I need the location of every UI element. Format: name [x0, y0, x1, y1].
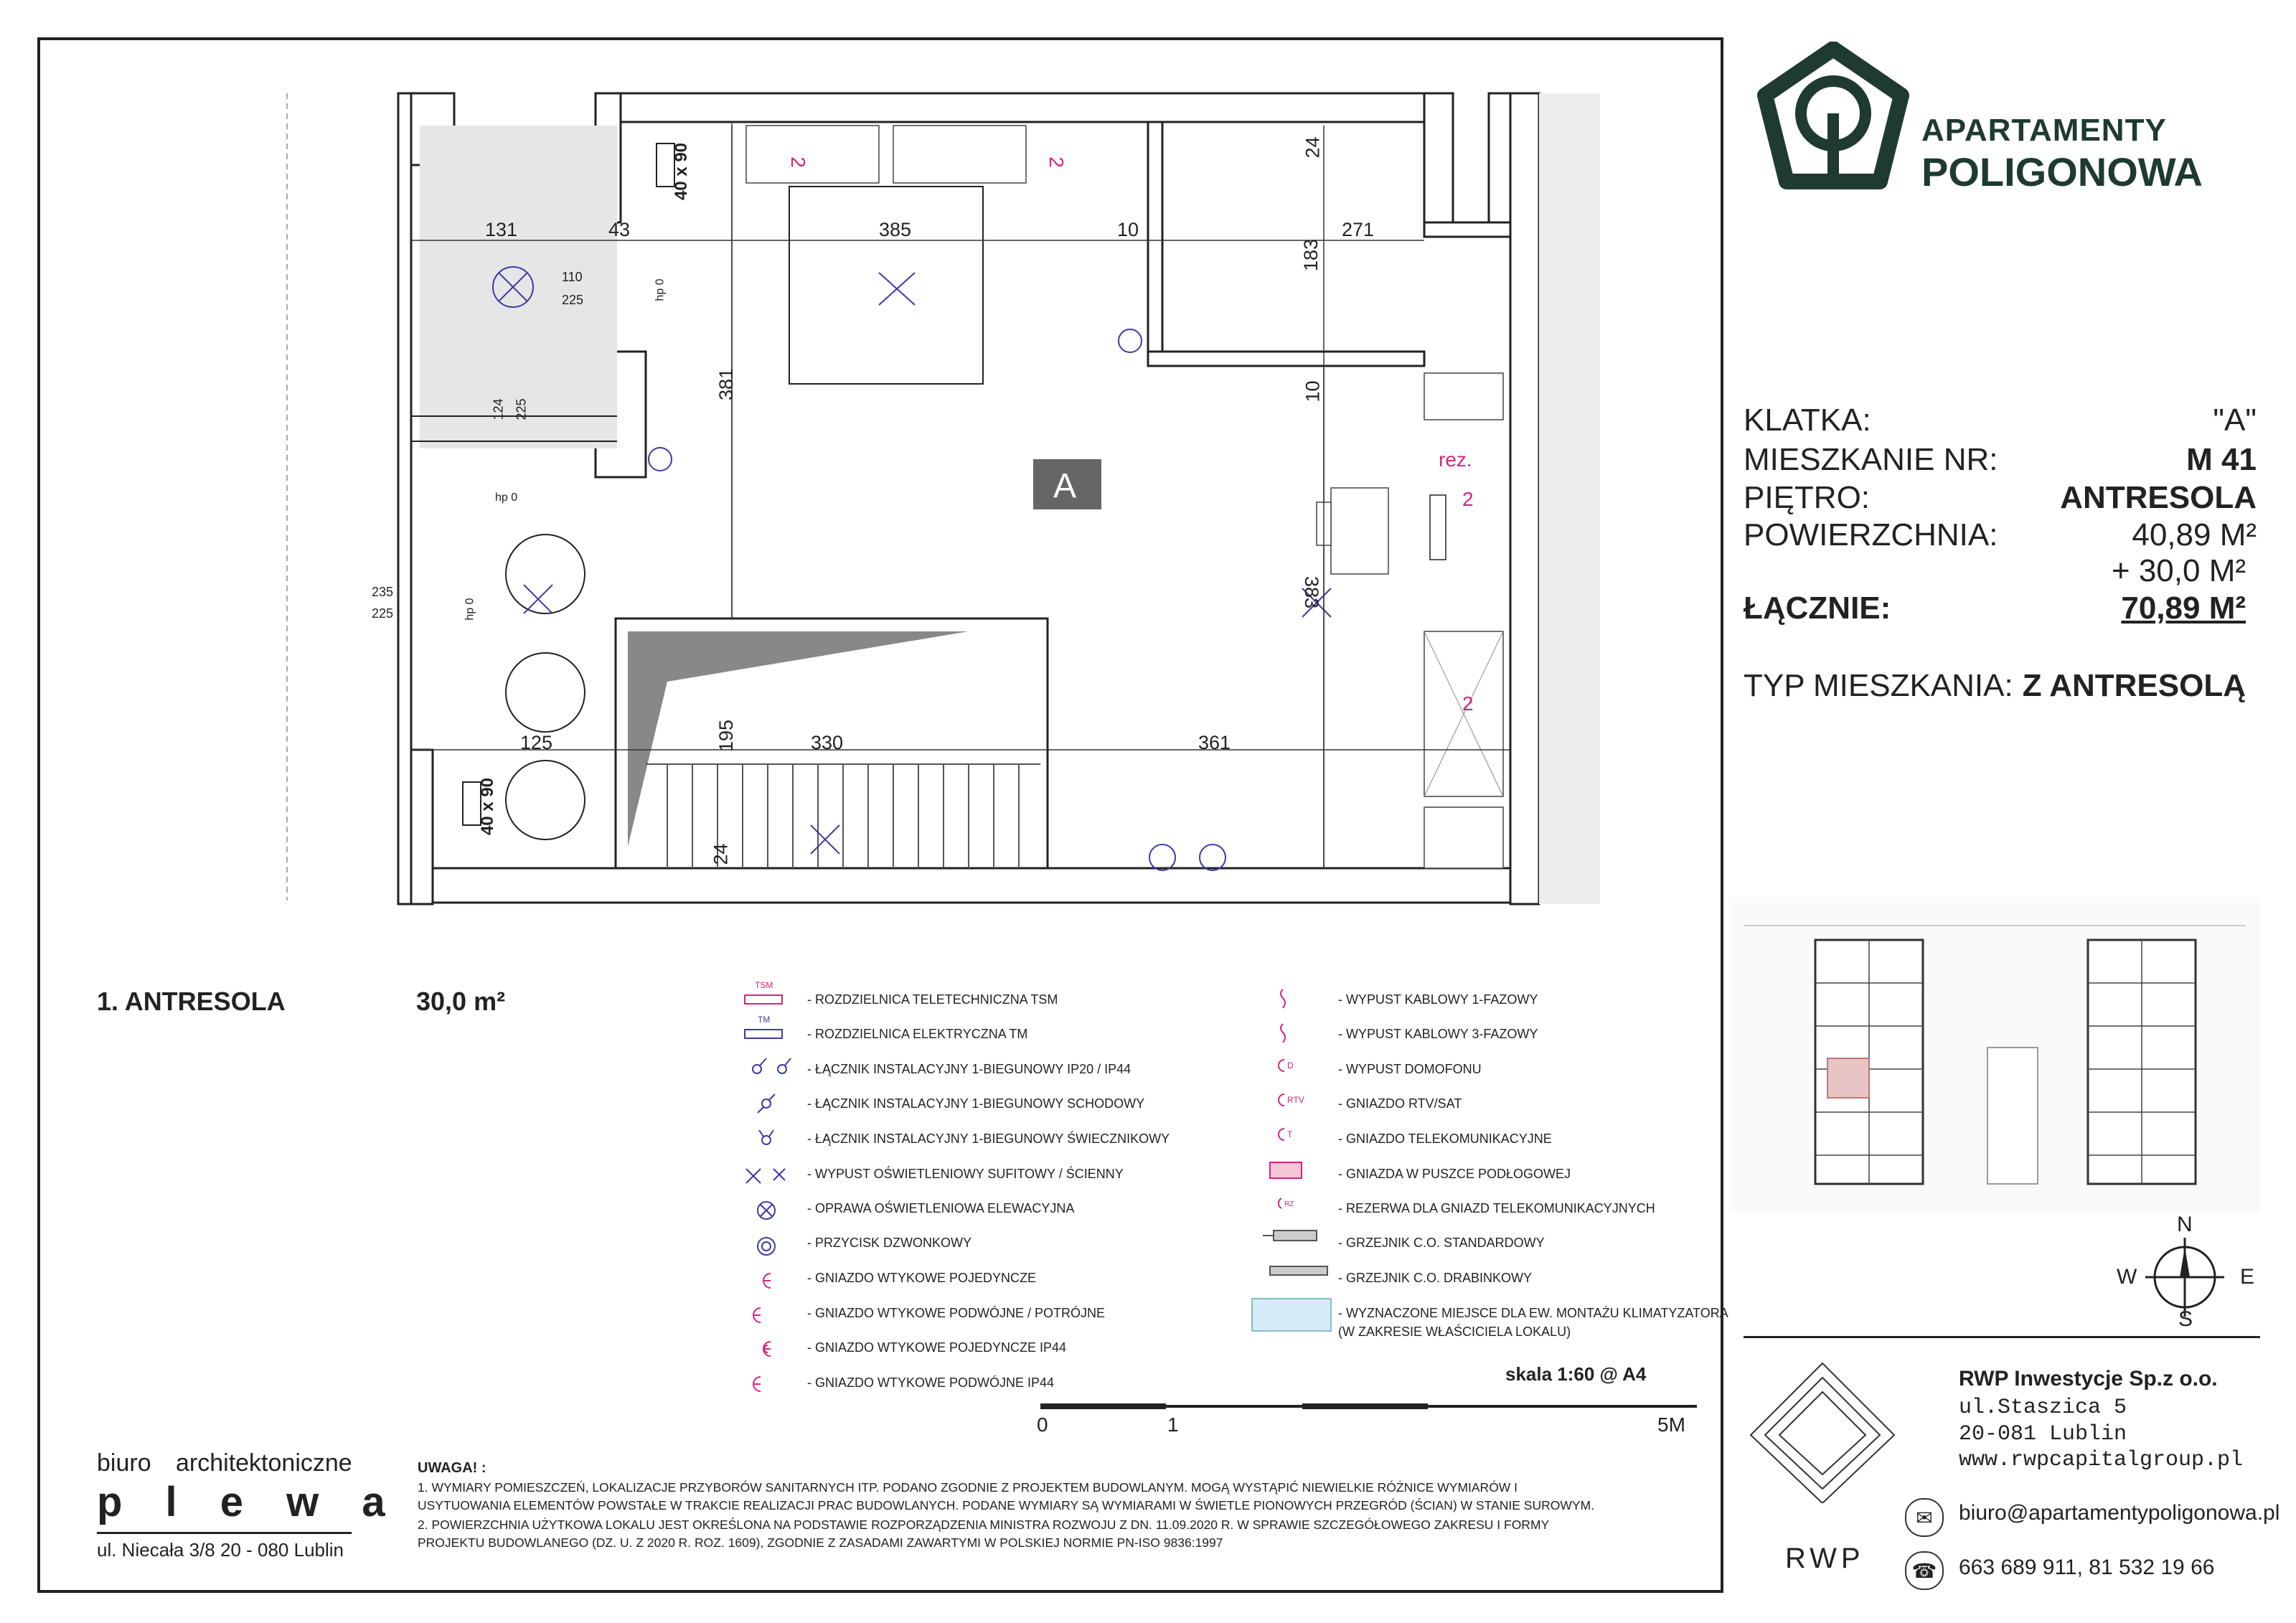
legend-right-icons	[1241, 979, 1335, 1352]
company-street: ul.Staszica 5	[1959, 1396, 2127, 1420]
company-city: 20-081 Lublin	[1959, 1422, 2127, 1446]
notes-line-2: USYTUOWANIA ELEMENTÓW POWSTAŁE W TRAKCIE REALIZACJI PRAC BUDOWLANYCH. PODANE WYMIARY SĄ WYMIARAMI W ŚWIETLE PIONOWYCH PRZEGRÓD (ŚCIAN) W STANIE SUROWYM.	[418, 1498, 1594, 1513]
legend-item: - GNIAZDO TELEKOMUNIKACYJNE	[1338, 1132, 1552, 1146]
reserve-icon	[1279, 1198, 1294, 1208]
svg-text:T: T	[1287, 1129, 1293, 1139]
contact-email[interactable]: biuro@apartamentypoligonowa.pl	[1959, 1501, 2280, 1525]
legend-item: - WYPUST KABLOWY 1-FAZOWY	[1338, 992, 1538, 1007]
rtv-icon	[1279, 1094, 1304, 1106]
office-name-2: architektoniczne	[176, 1449, 352, 1477]
rwp-logo-icon	[1744, 1360, 1901, 1503]
office-address: ul. Niecała 3/8 20 - 080 Lublin	[97, 1539, 344, 1561]
summary-label: 1. ANTRESOLA	[97, 987, 286, 1016]
legend-item: - ROZDZIELNICA ELEKTRYCZNA TM	[807, 1027, 1028, 1041]
room-label: A	[1053, 467, 1077, 505]
phone-icon: ☎	[1905, 1551, 1944, 1590]
ladder-radiator-icon	[1270, 1266, 1327, 1275]
type-label: TYP MIESZKANIA:	[1744, 668, 2013, 703]
dim-383: 383	[1301, 575, 1323, 609]
brand-name-line1: APARTAMENTY	[1921, 113, 2167, 148]
dim-110: 110	[562, 270, 583, 284]
legend-note: (W ZAKRESIE WŁAŚCICIELA LOKALU)	[1338, 1325, 1571, 1339]
legend-item: - WYPUST DOMOFONU	[1338, 1062, 1482, 1076]
dim-381: 381	[715, 367, 738, 401]
legend-item: - GNIAZDO WTYKOWE POJEDYNCZE IP44	[807, 1340, 1067, 1355]
socket-icon: 2	[786, 156, 809, 168]
dim-225b: 225	[514, 398, 529, 420]
legend-item: - GNIAZDO WTYKOWE PODWÓJNE IP44	[807, 1375, 1055, 1390]
notes-line-1: 1. WYMIARY POMIESZCZEŃ, LOKALIZACJE PRZYBORÓW SANITARNYCH ITP. PODANO ZGODNIE Z PROJEKTEM BUDOWLANYM. MOGĄ WYSTĄPIĆ NIEWIELKIE RÓŻNICE WYMIARÓW I	[418, 1480, 1518, 1495]
brand-name-line2: POLIGONOWA	[1921, 149, 2203, 194]
compass-north: N	[2177, 1213, 2193, 1236]
dim-385: 385	[879, 219, 912, 240]
area-label: POWIERZCHNIA:	[1744, 517, 1998, 552]
socket-icon: 2	[1045, 156, 1068, 168]
legend-item: - WYPUST KABLOWY 3-FAZOWY	[1338, 1027, 1538, 1041]
dim-195: 195	[715, 719, 738, 753]
hp-label: hp 0	[654, 278, 667, 301]
area-extra-value: + 30,0 M²	[2111, 553, 2246, 588]
cable-1f-icon	[1281, 989, 1285, 1008]
dim-225a: 225	[562, 293, 584, 307]
total-label: ŁĄCZNIE:	[1744, 591, 1891, 626]
dim-43: 43	[608, 219, 631, 240]
dim-235: 235	[372, 585, 394, 599]
info-area	[1744, 517, 2257, 554]
dim-124: 124	[491, 398, 506, 420]
switch-icon	[753, 1058, 791, 1073]
summary-area: 30,0 m²	[416, 987, 506, 1016]
divider	[1744, 1336, 2260, 1338]
dim-361: 361	[1198, 732, 1231, 753]
tsm-box-icon	[745, 980, 782, 1004]
legend-item: - ŁĄCZNIK INSTALACYJNY 1-BIEGUNOWY ŚWIECZNIKOWY	[807, 1132, 1170, 1146]
company-web: www.rwpcapitalgroup.pl	[1959, 1448, 2244, 1472]
socket-icon: 2	[1462, 488, 1474, 510]
reserve-label: rez.	[1439, 448, 1472, 471]
legend-item: - GRZEJNIK C.O. STANDARDOWY	[1338, 1236, 1545, 1250]
poligonowa-logo-icon	[1754, 42, 1912, 192]
svg-text:D: D	[1287, 1060, 1294, 1071]
chandelier-switch-icon	[759, 1130, 773, 1144]
compass-east: E	[2240, 1265, 2255, 1289]
info-klatka	[1744, 402, 2257, 439]
notes-line-3: 2. POWIERZCHNIA UŻYTKOWA LOKALU JEST OKREŚLONA NA PODSTAWIE ROZPORZĄDZENIA MINISTRA ROZWOJU Z DN. 11.09.2020 R. W SPRAWIE SZCZEGÓŁOWEGO ZAKRESU I FORMY	[418, 1518, 1550, 1532]
legend-item: - GNIAZDO WTYKOWE POJEDYNCZE	[807, 1271, 1037, 1285]
socket-double-ip44-icon	[753, 1377, 761, 1391]
area-value: 40,89 M²	[2132, 517, 2257, 552]
notes-title: UWAGA! :	[418, 1460, 486, 1476]
info-total	[1744, 590, 2246, 627]
legend-item: - ŁĄCZNIK INSTALACYJNY 1-BIEGUNOWY IP20 / IP44	[807, 1062, 1131, 1076]
legend-item: - PRZYCISK DZWONKOWY	[807, 1236, 971, 1250]
compass-west: W	[2117, 1265, 2137, 1289]
svg-text:RZ: RZ	[1284, 1200, 1294, 1208]
scale-tick-1: 1	[1167, 1413, 1179, 1436]
tm-box-icon	[745, 1015, 782, 1038]
legend-item: - GRZEJNIK C.O. DRABINKOWY	[1338, 1271, 1533, 1285]
info-floor	[1744, 479, 2257, 517]
floor-box-icon	[1270, 1162, 1302, 1178]
ac-area-icon	[1252, 1299, 1331, 1331]
socket-icon: 2	[1462, 692, 1474, 715]
socket-ip44-icon	[763, 1342, 771, 1356]
socket-double-icon	[753, 1308, 761, 1322]
type-value: Z ANTRESOLĄ	[2022, 668, 2246, 703]
rwp-logo-text: RWP	[1785, 1543, 1865, 1574]
dim-271: 271	[1342, 219, 1375, 240]
legend-item: - WYZNACZONE MIEJSCE DLA EW. MONTAŻU KLIMATYZATORA	[1338, 1306, 1728, 1320]
svg-text:RTV: RTV	[1287, 1095, 1304, 1105]
intercom-icon	[1279, 1060, 1294, 1071]
dim-131: 131	[485, 219, 518, 240]
klatka-label: KLATKA:	[1744, 403, 1871, 438]
legend-item: - ŁĄCZNIK INSTALACYJNY 1-BIEGUNOWY SCHODOWY	[807, 1096, 1145, 1111]
dim-24b: 24	[710, 843, 732, 865]
compass-south: S	[2178, 1307, 2193, 1331]
legend-item: - GNIAZDA W PUSZCE PODŁOGOWEJ	[1338, 1167, 1571, 1181]
legend-item: - GNIAZDO RTV/SAT	[1338, 1096, 1462, 1111]
doorbell-icon	[758, 1238, 775, 1255]
total-value: 70,89 M²	[2121, 591, 2246, 626]
svg-text:TSM: TSM	[755, 980, 773, 990]
facade-light-icon	[758, 1202, 775, 1219]
legend-item: - REZERWA DLA GNIAZD TELEKOMUNIKACYJNYCH	[1338, 1201, 1655, 1215]
office-underline	[97, 1532, 352, 1534]
stair-switch-icon	[758, 1094, 775, 1113]
scale-tick-0: 0	[1037, 1413, 1048, 1436]
cabinet-label: 40 x 90	[672, 142, 692, 201]
socket-single-icon	[763, 1274, 771, 1288]
legend-left-icons	[739, 979, 804, 1403]
floor-label: PIĘTRO:	[1744, 480, 1871, 515]
legend-item: - ROZDZIELNICA TELETECHNICZNA TSM	[807, 992, 1058, 1007]
dim-125: 125	[520, 732, 553, 753]
dim-10b: 10	[1302, 380, 1324, 403]
contact-phone[interactable]: 663 689 911, 81 532 19 66	[1959, 1556, 2215, 1579]
dim-183: 183	[1300, 238, 1322, 272]
dim-225c: 225	[372, 606, 394, 621]
dim-330: 330	[811, 732, 844, 753]
number-value: M 41	[2186, 442, 2257, 477]
legend-item: - GNIAZDO WTYKOWE PODWÓJNE / POTRÓJNE	[807, 1306, 1106, 1320]
office-name-1: biuro	[97, 1449, 151, 1477]
svg-text:TM: TM	[758, 1015, 771, 1025]
company-name: RWP Inwestycje Sp.z o.o.	[1959, 1367, 2218, 1391]
floor-value: ANTRESOLA	[2060, 480, 2257, 515]
scale-label: skala 1:60 @ A4	[1505, 1363, 1647, 1385]
legend-item: - OPRAWA OŚWIETLENIOWA ELEWACYJNA	[807, 1201, 1075, 1215]
dim-10a: 10	[1117, 219, 1139, 240]
site-map	[1729, 897, 2260, 1213]
office-brand: p l e w a	[97, 1479, 401, 1525]
klatka-value: "A"	[2213, 403, 2257, 438]
telecom-icon	[1279, 1129, 1293, 1140]
cabinet-label: 40 x 90	[478, 777, 498, 836]
hp-label: hp 0	[464, 598, 476, 621]
scale-tick-5: 5M	[1657, 1413, 1685, 1436]
cable-3f-icon	[1281, 1024, 1285, 1043]
info-number	[1744, 441, 2257, 479]
notes-line-4: PROJEKTU BUDOWLANEGO (DZ. U. Z 2020 R. ROZ. 1609), ZGODNIE Z ZASADAMI ZAWARTYMI W POLSKIEJ NORMIE PN-ISO 9836:1997	[418, 1535, 1223, 1550]
legend-item: - WYPUST OŚWIETLENIOWY SUFITOWY / ŚCIENNY	[807, 1167, 1124, 1181]
radiator-icon	[1263, 1231, 1317, 1241]
ceiling-light-icon	[746, 1169, 785, 1183]
email-icon: ✉	[1905, 1498, 1944, 1537]
hp-label: hp 0	[495, 491, 518, 504]
info-type	[1744, 667, 2246, 705]
scale-bar	[1033, 1392, 1700, 1421]
dim-24a: 24	[1302, 136, 1324, 159]
number-label: MIESZKANIE NR:	[1744, 442, 1998, 477]
